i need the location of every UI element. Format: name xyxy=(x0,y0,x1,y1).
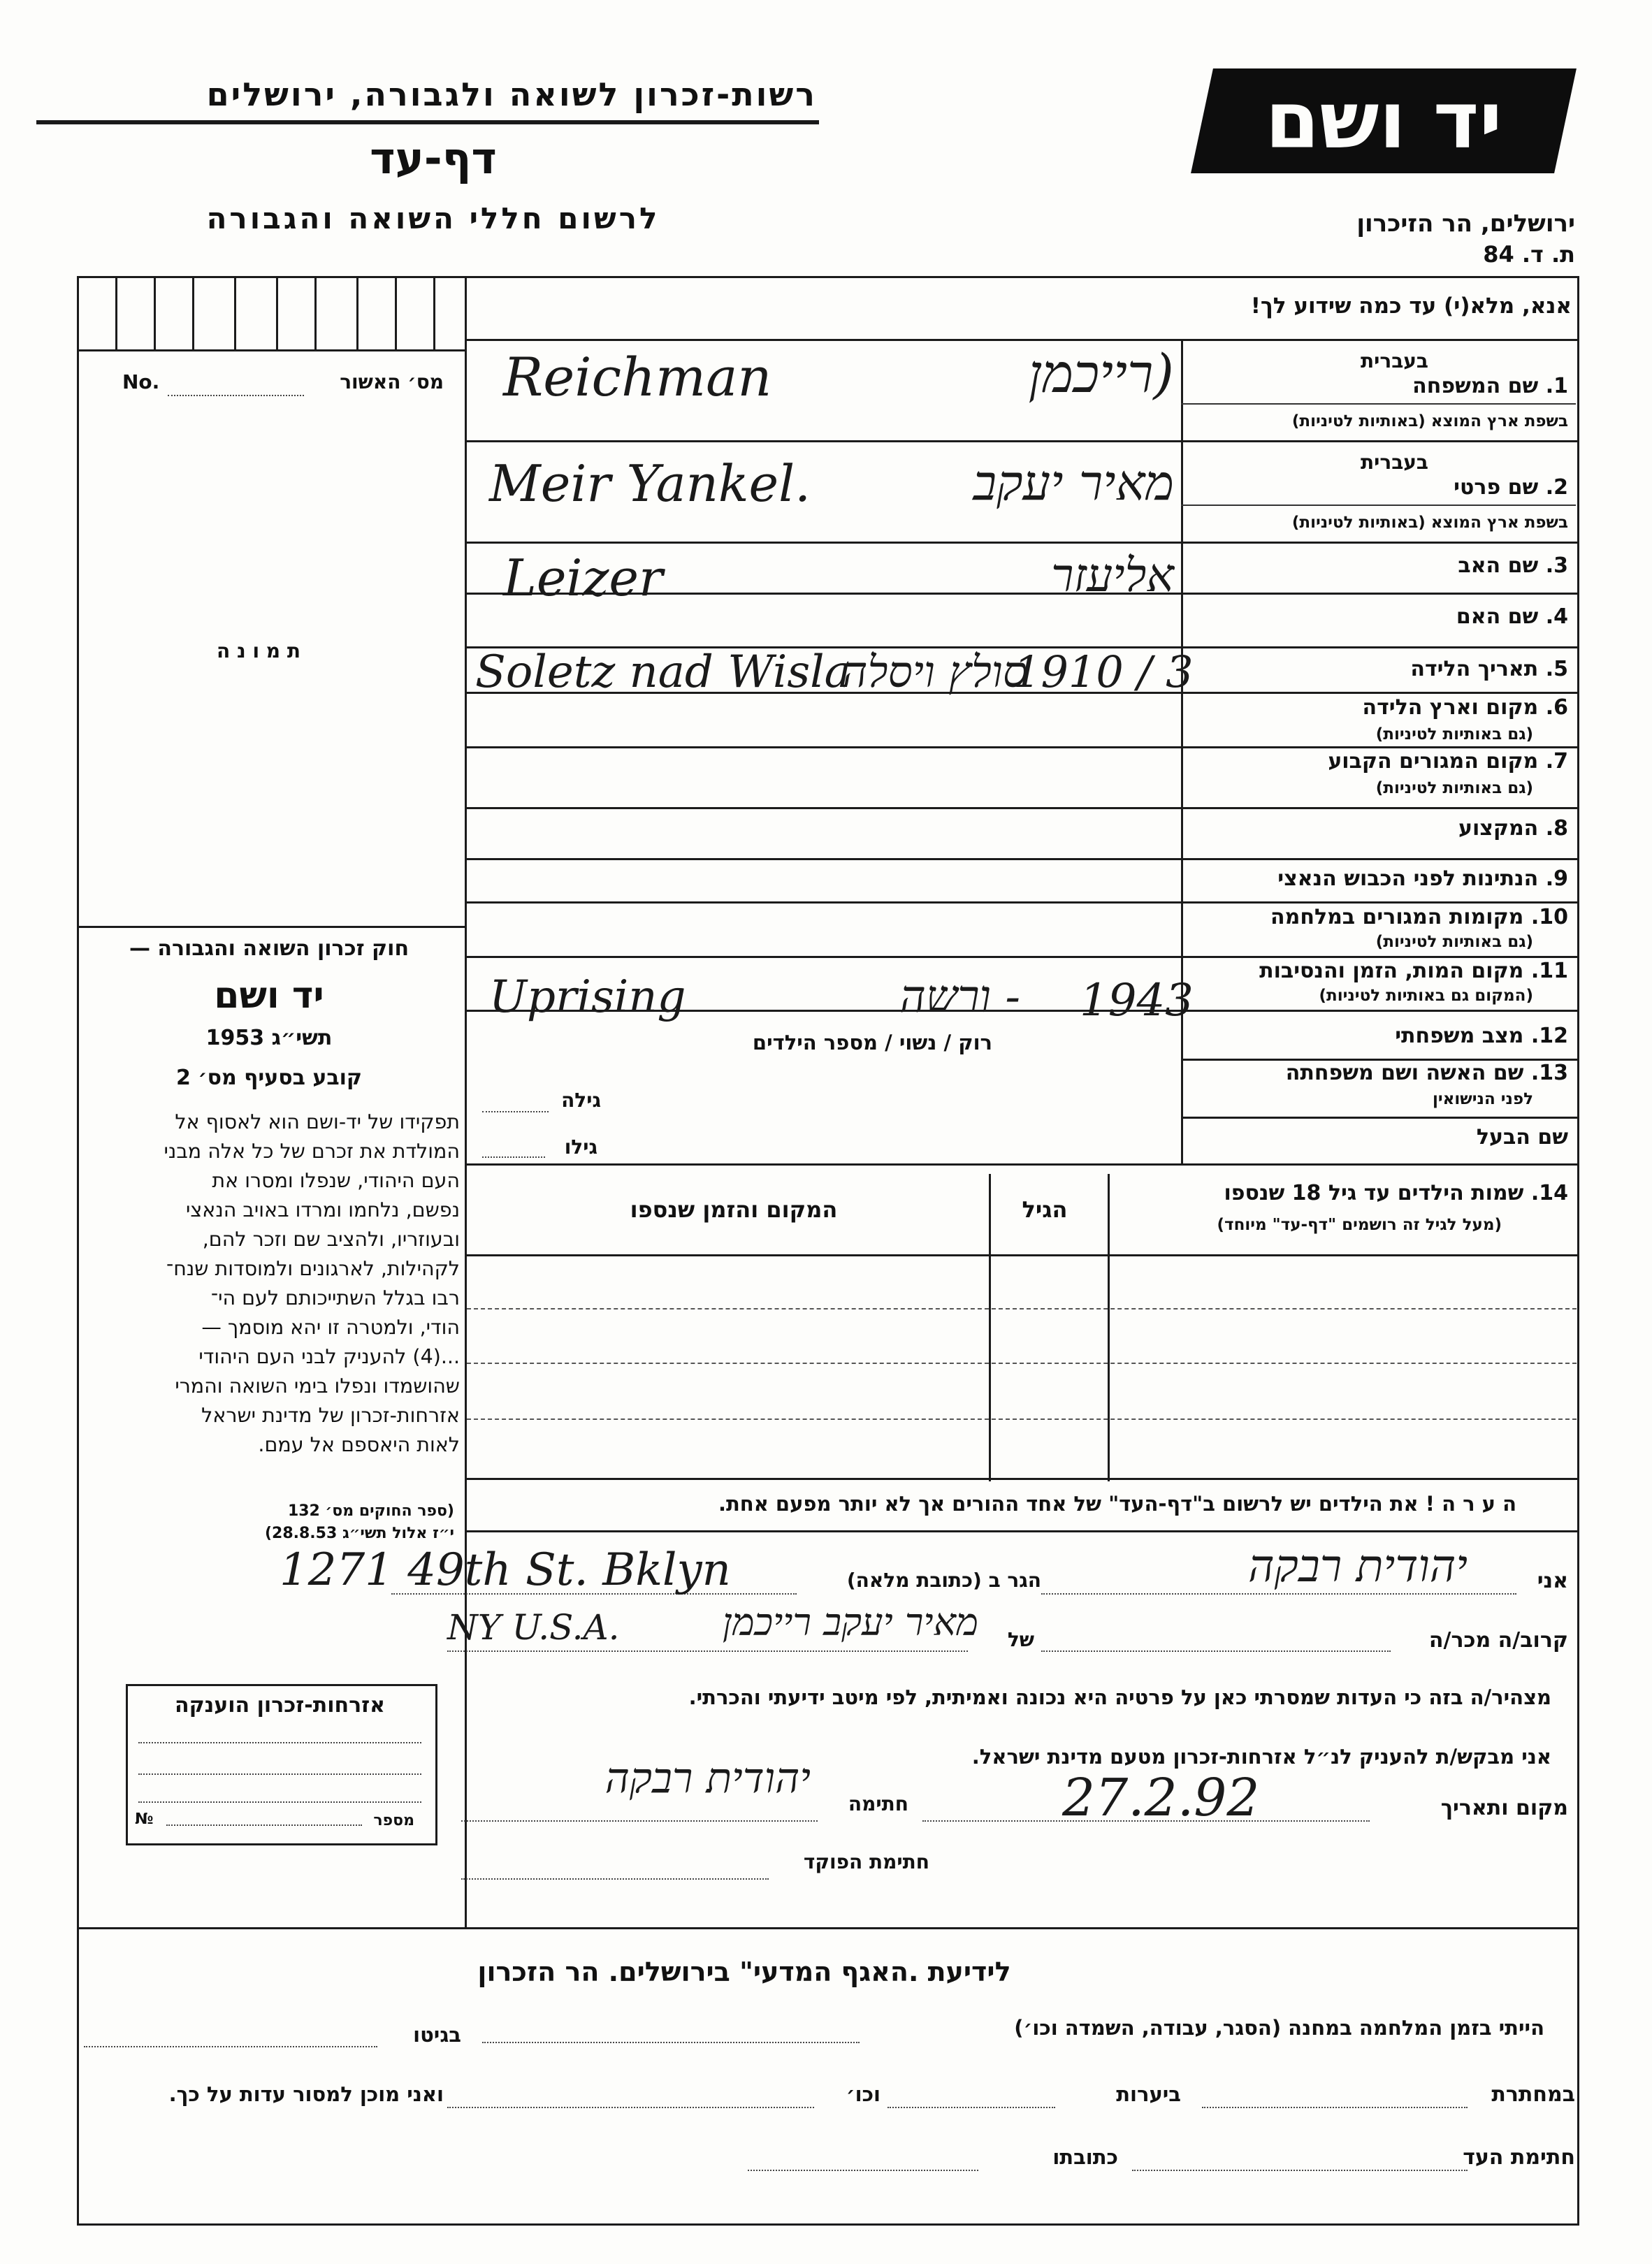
law-text-line: ...(4) להעניק לבני העם היהודי xyxy=(198,1345,460,1368)
children-col-place: המקום והזמן שנספו xyxy=(630,1196,838,1223)
law-text-line: הודי, ולמטרה זו יהא מוסמך — xyxy=(201,1316,460,1339)
law-text-line: העם היהודי, שנפלו ומסרו את xyxy=(212,1169,460,1192)
footer-title: לידיעת .האגף המדעי" בירושלים. הר הזכרון xyxy=(477,1957,1011,1987)
etc-label: וכו׳ xyxy=(846,2082,881,2106)
field-5-label: 5. תאריך הלידה xyxy=(1410,657,1568,681)
citizenship-box xyxy=(126,1684,437,1845)
marital-status-options: רוק / נשוי / מספר הילדים xyxy=(752,1031,992,1054)
address: ירושלים, הר הזיכרון xyxy=(1356,210,1575,238)
law-text-line: אזרחות-זכרון של מדינת ישראל xyxy=(201,1404,460,1427)
field-6-label: 6. מקום וארץ הלידה xyxy=(1362,695,1568,720)
field-11-label: 11. מקום המות, הזמן והנסיבות xyxy=(1259,959,1568,983)
authority-name: רשות-זכרון לשואה ולגבורה, ירושלים xyxy=(206,75,817,113)
surname-hebrew: (רייכמן xyxy=(1028,342,1174,405)
form-left-border xyxy=(77,276,79,2226)
ani-label: אני xyxy=(1537,1569,1568,1593)
children-col-age: הגיל xyxy=(1022,1196,1068,1223)
field-9-label: 9. הנתינות לפני הכבוש הנאצי xyxy=(1277,866,1568,891)
camp-line: הייתי בזמן המלחמה במחנה (הסגר, עבודה, השמדה וכו׳) xyxy=(1014,2016,1544,2040)
wife-age-label: גילה xyxy=(561,1089,601,1112)
address-label: כתובתו xyxy=(1052,2145,1118,2169)
law-year: תשי״ג 1953 xyxy=(205,1026,333,1050)
law-name: יד ושם xyxy=(214,975,324,1017)
law-text-line: רבו בגלל השתייכותם לעם הי־ xyxy=(210,1286,460,1309)
resides-label: הגר ב (כתובת מלאה) xyxy=(846,1569,1041,1592)
po-box: ת. ד. 84 xyxy=(1483,241,1575,268)
firstname-latin: Meir Yankel. xyxy=(489,454,811,513)
field-13-label: 13. שם האשה ושם משפחתה xyxy=(1285,1061,1568,1085)
field-10-note: (גם באותיות לטיניות) xyxy=(1375,933,1533,951)
logo-text: יד ושם xyxy=(1265,75,1502,166)
field-3-label: 3. שם האב xyxy=(1458,553,1568,578)
citizenship-box-title: אזרחות-זכרון הוענקה xyxy=(174,1693,386,1718)
footer-divider xyxy=(77,1927,1579,1929)
death-place-latin: Uprising xyxy=(489,971,686,1023)
husband-label: שם הבעל xyxy=(1476,1125,1568,1149)
field-7-note: (גם באותיות לטיניות) xyxy=(1375,779,1533,797)
law-text-line: תפקידו של יד-ושם הוא לאסוף אל xyxy=(175,1110,460,1133)
left-column-divider xyxy=(465,276,467,1929)
declarant-address-2: NY U.S.A. xyxy=(447,1607,620,1648)
law-text-line: המולדת את זכרם של כל אלה מבני xyxy=(164,1140,460,1163)
husband-age-label: גילו xyxy=(564,1135,597,1159)
place-date-label: מקום ותאריך xyxy=(1440,1796,1568,1820)
label-column-divider xyxy=(1181,339,1183,1163)
forest-label: ביערות xyxy=(1116,2082,1181,2106)
law-text-line: לאות היאספם אל עמם. xyxy=(258,1433,460,1456)
instruction-bottom xyxy=(465,339,1579,341)
field-7-label: 7. מקום המגורים הקבוע xyxy=(1328,749,1568,774)
birth-date: 1910 / 3 xyxy=(1013,646,1194,697)
death-place-hebrew: - ורשה xyxy=(899,971,1020,1023)
yad-vashem-logo xyxy=(1202,68,1565,173)
field-2-note: בשפת ארץ המוצא (באותיות לטיניות) xyxy=(1291,514,1568,532)
official-signature-label: חתימת הפוקד xyxy=(803,1850,929,1873)
request: אני מבקש/ת להעניק לנ״ל אזרחות-זכרון מטעם מדינת ישראל. xyxy=(971,1745,1551,1769)
remark: ה ע ר ה ! את הילדים יש לרשום ב"דף-העד" של אחד ההורים אך לא יותר מפעם אחת. xyxy=(718,1492,1516,1516)
form-title: דף-עד xyxy=(370,133,497,184)
no-label: No. xyxy=(122,370,160,393)
field-13-note: לפני הנישואין xyxy=(1433,1090,1533,1108)
field-10-label: 10. מקומות המגורים במלחמה xyxy=(1270,905,1568,929)
form-right-border xyxy=(1577,276,1579,2226)
declarant-address: 1271 49th St. Bklyn xyxy=(280,1544,731,1596)
testify-label: ואני מוכן למסור עדות על כך. xyxy=(168,2082,444,2106)
field-4-label: 4. שם האם xyxy=(1456,604,1568,629)
field-1-label: 1. שם המשפחה xyxy=(1412,374,1568,398)
field-8-label: 8. המקצוע xyxy=(1458,816,1568,841)
field-1-note: בשפת ארץ המוצא (באותיות לטיניות) xyxy=(1291,412,1568,430)
relative-label: קרוב/ה מכר/ה xyxy=(1428,1628,1568,1653)
field-11-note: (המקום גם באותיות לטיניות) xyxy=(1319,987,1533,1005)
of-label: של xyxy=(1007,1628,1034,1651)
place-date-value: 27.2.92 xyxy=(1062,1768,1260,1828)
law-section-top xyxy=(77,926,467,928)
father-name-latin: Leizer xyxy=(503,549,663,607)
form-bottom-border xyxy=(77,2223,1579,2226)
field-1-hebrew-tag: בעברית xyxy=(1360,349,1428,372)
signature-label: חתימה xyxy=(848,1792,908,1815)
law-text-line: שהושמדו ונפלו בימי השואה והמרי xyxy=(175,1374,460,1398)
law-text-line: ובעוזריו, ולהציב שם וזכר להם, xyxy=(202,1228,460,1251)
children-table-note: (מעל לגיל זה רושמים "דף-עד" מיוחד) xyxy=(1217,1216,1502,1234)
firstname-hebrew: מאיר יעקב xyxy=(973,454,1174,511)
law-reference: (ספר החוקים מס׳ 132 xyxy=(287,1502,454,1520)
law-text-line: נפשם, נלחמו ומרדו באויב הנאצי xyxy=(185,1198,460,1221)
top-boxes-bottom xyxy=(77,349,467,351)
ghetto-label: בגיטו xyxy=(413,2023,461,2047)
instruction: אנא, מלא(י) עד כמה שידוע לך! xyxy=(1250,293,1572,319)
declaration: מצהיר/ה בזה כי העדות שמסרתי כאן על פרטיה היא נכונה ואמיתית, לפי מיטב ידיעתי והכרתי. xyxy=(688,1685,1551,1709)
birthplace-hebrew: סולץ ויסלה xyxy=(842,646,1027,697)
form-top-border xyxy=(77,276,1579,278)
law-section: קובע בסעיף מס׳ 2 xyxy=(175,1066,363,1090)
citizenship-no-symbol: № xyxy=(135,1811,154,1828)
field-6-note: (גם באותיות לטיניות) xyxy=(1375,725,1533,743)
field-12-label: 12. מצב משפחתי xyxy=(1395,1024,1568,1048)
form-subtitle: לרשום חללי השואה והגבורה xyxy=(206,201,660,235)
photo-label: ת מ ו נ ה xyxy=(217,639,300,662)
declarant-name: יהודית רבקה xyxy=(1248,1541,1468,1592)
law-text xyxy=(82,1108,460,1460)
birthplace-latin: Soletz nad Wisla xyxy=(475,646,851,698)
relative-of-name: מאיר יעקב רייכמן xyxy=(722,1600,978,1644)
father-name-hebrew: אליעזר xyxy=(1051,549,1174,602)
citizenship-no-label: מספר xyxy=(373,1812,414,1829)
death-year: 1943 xyxy=(1080,975,1194,1026)
law-reference-date: י״ז אלול תשי״ג 28.8.53) xyxy=(264,1525,454,1542)
children-table-title: 14. שמות הילדים עד גיל 18 שנספו xyxy=(1224,1181,1568,1205)
surname-latin: Reichman xyxy=(503,346,772,408)
signature-value: יהודית רבקה xyxy=(604,1754,811,1803)
law-title: חוק זכרון השואה והגבורה — xyxy=(129,936,410,961)
authority-underline xyxy=(36,120,819,124)
field-2-hebrew-tag: בעברית xyxy=(1360,451,1428,474)
approval-no-label: מס׳ האשור xyxy=(340,370,444,393)
law-text-line: לקהילות, לארגונים ולמוסדות שנח־ xyxy=(166,1257,460,1280)
hiding-label: במחתרת xyxy=(1491,2082,1575,2107)
field-2-label: 2. שם פרטי xyxy=(1454,475,1568,500)
witness-signature-label: חתימת העד xyxy=(1463,2145,1575,2170)
